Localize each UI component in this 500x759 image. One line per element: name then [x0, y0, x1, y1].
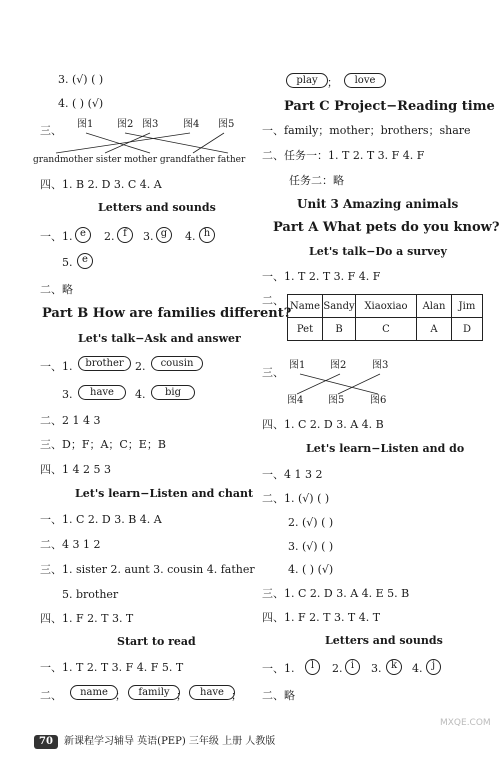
- answer-line: 2. (√) ( ): [288, 516, 334, 529]
- unit-heading: Unit 3 Amazing animals: [297, 197, 459, 211]
- oval-word: love: [344, 73, 386, 88]
- table-cell: Sandy: [323, 295, 356, 318]
- answer-line: 4. ( ) (√): [58, 97, 104, 110]
- picture-label: 图6: [370, 395, 387, 406]
- question-number: 一、1.: [40, 360, 73, 373]
- section-number: 三、: [40, 124, 62, 137]
- circled-letter: h: [199, 227, 215, 243]
- picture-label: 图1: [77, 119, 94, 130]
- answer-line: 二、略: [262, 689, 295, 702]
- question-number: 2.: [104, 230, 115, 243]
- picture-label: 图5: [328, 395, 345, 406]
- circled-letter: j: [426, 659, 441, 675]
- answer-line: 四、1. B 2. D 3. C 4. A: [40, 178, 162, 191]
- part-heading: Part B How are families different?: [42, 306, 292, 321]
- answer-line: 二、2 1 4 3: [40, 414, 101, 427]
- question-number: 3.: [371, 662, 382, 675]
- circled-letter: f: [117, 227, 133, 243]
- answer-line: 三、1. C 2. D 3. A 4. E 5. B: [262, 587, 410, 600]
- picture-label: 图1: [289, 360, 306, 371]
- table-cell: Alan: [417, 295, 452, 318]
- section-title: Letters and sounds: [325, 634, 443, 647]
- oval-word: have: [189, 685, 235, 700]
- circled-letter: g: [156, 227, 172, 243]
- section-title: Letters and sounds: [98, 201, 216, 214]
- question-number: 二、: [40, 689, 62, 702]
- picture-label: 图3: [142, 119, 159, 130]
- circled-letter: k: [386, 659, 402, 675]
- table-cell: D: [452, 318, 483, 341]
- oval-word: family: [128, 685, 180, 700]
- picture-label: 图4: [183, 119, 200, 130]
- section-title: Let's talk−Do a survey: [309, 245, 447, 258]
- section-title: Let's learn−Listen and chant: [75, 487, 254, 500]
- table-cell: Xiaoxiao: [356, 295, 417, 318]
- oval-word: brother: [78, 356, 131, 371]
- answer-line: 三、1. sister 2. aunt 3. cousin 4. father: [40, 563, 255, 576]
- answer-line: 3. (√) ( ): [58, 73, 104, 86]
- question-number: 3.: [62, 388, 73, 401]
- answer-line: 四、1 4 2 5 3: [40, 463, 111, 476]
- answer-line: 3. (√) ( ): [288, 540, 334, 553]
- picture-label: 图2: [330, 360, 347, 371]
- question-number: 3.: [143, 230, 154, 243]
- answer-line: 一、family；mother；brothers；share: [262, 124, 471, 137]
- section-title: Let's learn−Listen and do: [306, 442, 465, 455]
- circled-letter: l: [305, 659, 320, 675]
- question-number: 4.: [412, 662, 423, 675]
- section-title: Let's talk−Ask and answer: [78, 332, 241, 345]
- answer-line: 4. ( ) (√): [288, 563, 334, 576]
- matching-words: grandmother sister mother grandfather father: [33, 155, 246, 165]
- table-cell: Jim: [452, 295, 483, 318]
- question-number: 2.: [135, 360, 146, 373]
- circled-letter: i: [345, 659, 360, 675]
- section-number: 三、: [262, 366, 284, 379]
- answer-line: 四、1. C 2. D 3. A 4. B: [262, 418, 384, 431]
- picture-label: 图2: [117, 119, 134, 130]
- question-number: 二、: [262, 294, 284, 307]
- table-cell: Name: [288, 295, 323, 318]
- answer-line: 一、1. T 2. T 3. F 4. F: [262, 270, 381, 283]
- answer-line: 一、1. C 2. D 3. B 4. A: [40, 513, 162, 526]
- oval-word: big: [151, 385, 195, 400]
- book-footer: 新课程学习辅导 英语(PEP) 三年级 上册 人教版: [64, 736, 276, 747]
- picture-label: 图5: [218, 119, 235, 130]
- answer-line: 任务二：略: [289, 174, 344, 187]
- table-cell: A: [417, 318, 452, 341]
- question-number: 一、1.: [262, 662, 295, 675]
- answer-line: 5. brother: [62, 588, 119, 601]
- question-number: 4.: [185, 230, 196, 243]
- oval-word: cousin: [151, 356, 203, 371]
- answer-line: 二、略: [40, 283, 73, 296]
- circled-letter: e: [75, 227, 91, 243]
- part-heading: Part C Project−Reading time: [284, 99, 495, 114]
- page-number: 70: [34, 735, 58, 749]
- answer-line: 一、4 1 3 2: [262, 468, 323, 481]
- separator: ；: [115, 689, 126, 702]
- answer-line: 一、1. T 2. T 3. F 4. F 5. T: [40, 661, 184, 674]
- table-cell: Pet: [288, 318, 323, 341]
- section-title: Start to read: [117, 635, 196, 648]
- picture-label: 图4: [287, 395, 304, 406]
- circled-letter: e: [77, 253, 93, 269]
- answer-line: 二、任务一：1. T 2. T 3. F 4. F: [262, 149, 425, 162]
- watermark: MXQE.COM: [440, 718, 491, 728]
- question-number: 一、1.: [40, 230, 73, 243]
- separator: ；: [176, 689, 187, 702]
- oval-word: name: [70, 685, 118, 700]
- part-heading: Part A What pets do you know?: [273, 220, 500, 235]
- answer-line: 四、1. F 2. T 3. T: [40, 612, 134, 625]
- table-cell: C: [356, 318, 417, 341]
- oval-word: have: [78, 385, 126, 400]
- answer-line: 三、D；F；A；C；E；B: [40, 438, 166, 451]
- answer-line: 四、1. F 2. T 3. T 4. T: [262, 611, 381, 624]
- question-number: 4.: [135, 388, 146, 401]
- answer-line: 二、1. (√) ( ): [262, 492, 330, 505]
- separator: ；: [231, 689, 242, 702]
- oval-word: play: [286, 73, 328, 88]
- question-number: 5.: [62, 256, 73, 269]
- question-number: 2.: [332, 662, 343, 675]
- table-cell: B: [323, 318, 356, 341]
- separator: ；: [327, 76, 338, 89]
- answer-line: 二、4 3 1 2: [40, 538, 101, 551]
- picture-label: 图3: [372, 360, 389, 371]
